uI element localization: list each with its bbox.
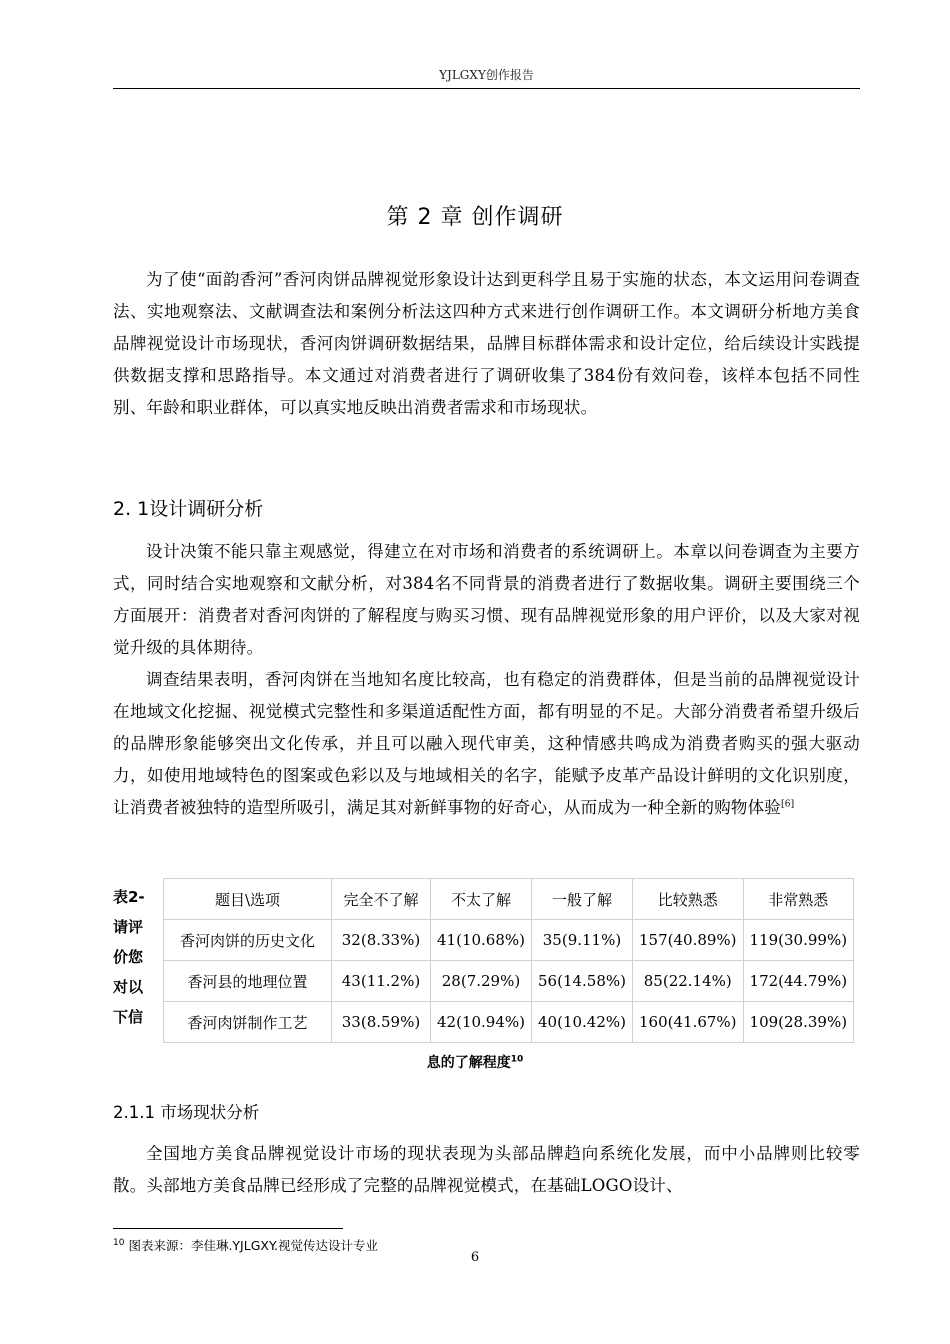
table-cell: 35(9.11%) xyxy=(532,920,633,961)
footnote-ref: 10 xyxy=(510,1054,524,1065)
table-cell: 160(41.67%) xyxy=(633,1002,744,1043)
table-cell: 香河肉饼制作工艺 xyxy=(164,1002,332,1043)
table-header-cell: 完全不了解 xyxy=(332,879,431,920)
table-cell: 香河县的地理位置 xyxy=(164,961,332,1002)
caption-bottom-text: 息的了解程度 xyxy=(426,1055,511,1071)
table-cell: 85(22.14%) xyxy=(633,961,744,1002)
survey-table xyxy=(163,878,854,1043)
table-header-row xyxy=(164,879,854,920)
table-caption-side: 表2-请评价您对以下信 xyxy=(113,888,145,1026)
table-cell: 42(10.94%) xyxy=(431,1002,532,1043)
table-cell: 172(44.79%) xyxy=(743,961,854,1002)
paragraph-2-text: 调查结果表明，香河肉饼在当地知名度比较高，也有稳定的消费群体，但是当前的品牌视觉设计在地域文化挖掘、视觉模式完整性和多渠道适配性方面，都有明显的不足。大部分消费者希望升级后的品牌形象能够突出文化传承，并且可以融入现代审美，这种情感共鸣成为消费者购买的强大驱动力，如使用地域特色的图案或色彩以及与地域相关的名字，能赋予皮革产品设计鲜明的文化识别度，让消费者被独特的造型所吸引，满足其对新鲜事物的好奇心，从而成为一种全新的购物体验 xyxy=(113,670,860,817)
table-cell: 33(8.59%) xyxy=(332,1002,431,1043)
table-cell: 32(8.33%) xyxy=(332,920,431,961)
table-cell: 香河肉饼的历史文化 xyxy=(164,920,332,961)
table-cell: 109(28.39%) xyxy=(743,1002,854,1043)
section-heading-2-1: 2. 1设计调研分析 xyxy=(113,498,264,520)
table-cell: 119(30.99%) xyxy=(743,920,854,961)
table-header-cell: 非常熟悉 xyxy=(743,879,854,920)
table-cell: 56(14.58%) xyxy=(532,961,633,1002)
page-number: 6 xyxy=(470,1250,480,1265)
table-cell: 28(7.29%) xyxy=(431,961,532,1002)
table-row xyxy=(164,961,854,1002)
section-heading-2-1-1: 2.1.1 市场现状分析 xyxy=(113,1103,260,1122)
table-cell: 40(10.42%) xyxy=(532,1002,633,1043)
page-header: YJLGXY创作报告 xyxy=(439,68,534,82)
table-caption-bottom xyxy=(0,1052,950,1072)
table-cell: 41(10.68%) xyxy=(431,920,532,961)
section-2-1-1-paragraph: 全国地方美食品牌视觉设计市场的现状表现为头部品牌趋向系统化发展，而中小品牌则比较零散。头部地方美食品牌已经形成了完整的品牌视觉模式，在基础LOGO设计、 xyxy=(113,1144,860,1195)
header-rule xyxy=(113,88,860,89)
table-header-cell: 不太了解 xyxy=(431,879,532,920)
table-row xyxy=(164,920,854,961)
table-cell: 43(11.2%) xyxy=(332,961,431,1002)
footnote-text: 图表来源：李佳琳.YJLGXY.视觉传达设计专业 xyxy=(128,1238,379,1253)
citation-ref: [6] xyxy=(781,799,795,810)
intro-paragraph: 为了使“面韵香河”香河肉饼品牌视觉形象设计达到更科学且易于实施的状态，本文运用问卷调查法、实地观察法、文献调查法和案例分析法这四种方式来进行创作调研工作。本文调研分析地方美食品牌视觉设计市场现状，香河肉饼调研数据结果，品牌目标群体需求和设计定位，给后续设计实践提供数据支撑和思路指导。本文通过对消费者进行了调研收集了384份有效问卷，该样本包括不同性别、年龄和职业群体，可以真实地反映出消费者需求和市场现状。 xyxy=(113,270,860,417)
section-2-1-paragraph-2 xyxy=(113,664,860,824)
table-row xyxy=(164,1002,854,1043)
footnote-number: 10 xyxy=(113,1237,125,1248)
chapter-title: 第 2 章 创作调研 xyxy=(386,205,564,230)
table-header-cell: 比较熟悉 xyxy=(633,879,744,920)
section-2-1-paragraph-1: 设计决策不能只靠主观感觉，得建立在对市场和消费者的系统调研上。本章以问卷调查为主要方式，同时结合实地观察和文献分析，对384名不同背景的消费者进行了数据收集。调研主要围绕三个方面展开：消费者对香河肉饼的了解程度与购买习惯、现有品牌视觉形象的用户评价，以及大家对视觉升级的具体期待。 xyxy=(113,542,860,657)
table-header-cell: 题目\选项 xyxy=(164,879,332,920)
table-cell: 157(40.89%) xyxy=(633,920,744,961)
table-header-cell: 一般了解 xyxy=(532,879,633,920)
footnote-rule xyxy=(113,1228,343,1229)
